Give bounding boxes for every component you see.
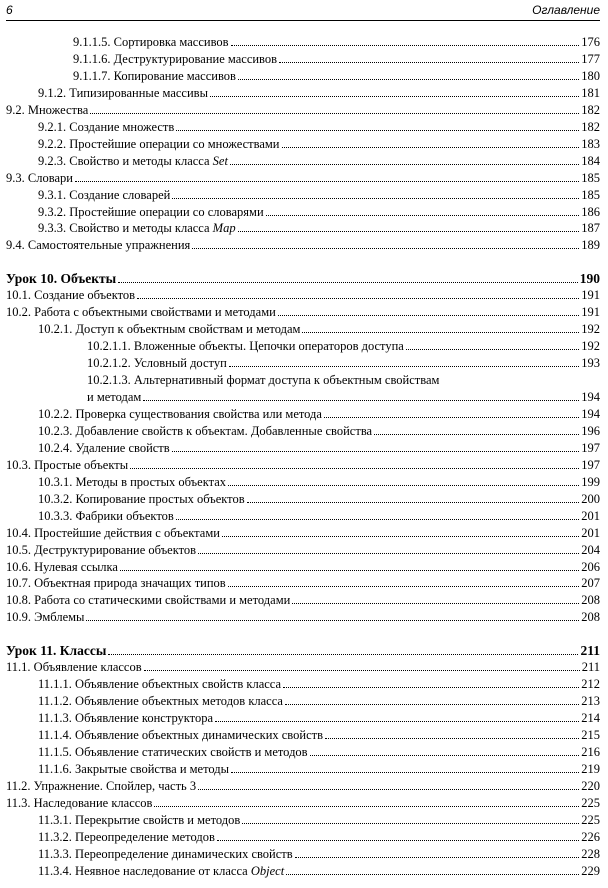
toc-entry-title: [6, 525, 220, 542]
toc-entry-title: [6, 270, 116, 287]
toc-entry-title-text: 9.1.1.6. Деструктурирование массивов: [73, 51, 278, 66]
toc-entry: [0, 372, 608, 389]
toc-entry-title: [38, 710, 213, 727]
toc-entry: [0, 119, 608, 136]
dot-leader: [247, 502, 580, 503]
toc-entry-line: [38, 744, 600, 761]
toc-entry-title: [87, 355, 227, 372]
toc-entry-title: [6, 237, 190, 254]
toc-entry: [0, 389, 608, 406]
dot-leader: [374, 434, 579, 435]
toc-entry-line: [6, 609, 600, 626]
toc-entry-title-text: 10.2.1. Доступ к объектным свойствам и методам: [38, 322, 301, 337]
dot-leader: [172, 198, 579, 199]
toc-entry: [0, 237, 608, 254]
toc-entry-line: [38, 119, 600, 136]
toc-entry-line: [38, 220, 600, 237]
toc-entry-page: 192: [581, 339, 600, 354]
toc-entry-title-text: 10.6. Нулевая ссылка: [6, 559, 118, 574]
toc-entry: [0, 204, 608, 221]
toc-entry-title-text: 9.3.1. Создание словарей: [38, 187, 171, 202]
dot-leader: [137, 298, 579, 299]
dot-leader: [90, 113, 579, 114]
dot-leader: [118, 282, 578, 283]
toc-entry-title: [87, 372, 439, 389]
toc-entry-title: [6, 102, 88, 119]
dot-leader: [231, 45, 580, 46]
toc-entry-line: [38, 136, 600, 153]
toc-entry-page: 197: [581, 440, 600, 455]
toc-entry-title: [6, 778, 196, 795]
toc-entry-line: [6, 575, 600, 592]
toc-entry-page: 193: [581, 356, 600, 371]
toc-entry: [0, 846, 608, 863]
dot-leader: [198, 553, 579, 554]
toc-entry-line: [38, 727, 600, 744]
toc-entry-title: [38, 153, 228, 170]
toc-entry-page: 206: [581, 559, 600, 574]
toc-entry-title-text: 10.9. Эмблемы: [6, 610, 85, 625]
toc-entry-line: [38, 676, 600, 693]
toc-entry-page: 184: [581, 153, 600, 168]
dot-leader: [176, 130, 579, 131]
dot-leader: [154, 806, 579, 807]
toc-entry-page: 191: [581, 288, 600, 303]
toc-entry-title-text: 10.2. Работа с объектными свойствами и методами: [6, 305, 276, 320]
toc-entry-title-text: 9.2.1. Создание множеств: [38, 119, 175, 134]
toc-entry: [0, 170, 608, 187]
toc-entry: [0, 85, 608, 102]
dot-leader: [75, 181, 579, 182]
dot-leader: [228, 485, 579, 486]
dot-leader: [210, 96, 579, 97]
dot-leader: [285, 704, 579, 705]
toc-entry-line: [6, 642, 600, 659]
toc-entry-line: [38, 812, 600, 829]
toc-entry: [0, 491, 608, 508]
toc-entry-title-text: 10.7. Объектная природа значащих типов: [6, 576, 226, 591]
dot-leader: [143, 400, 579, 401]
toc-entry-title: [38, 693, 283, 710]
toc-entry-line: [87, 338, 600, 355]
toc-entry-line: [6, 542, 600, 559]
toc-entry: [0, 592, 608, 609]
dot-leader: [198, 789, 579, 790]
toc-entry: [0, 304, 608, 321]
dot-leader: [292, 603, 579, 604]
toc-entry-title: [73, 51, 277, 68]
toc-entry-line: [87, 389, 600, 406]
toc-entry-page: 228: [581, 846, 600, 861]
toc-entry-title-text: 10.3.1. Методы в простых объектах: [38, 474, 227, 489]
toc-entry: [0, 355, 608, 372]
toc-entry-title: [38, 204, 264, 221]
toc-entry-title-text: 9.3.3. Свойство и методы класса: [38, 221, 213, 236]
toc-entry-page: 182: [581, 119, 600, 134]
toc-entry-title-italic: Map: [212, 221, 236, 236]
toc-entry-title: [6, 304, 276, 321]
toc-entry-title-text: 11.1.1. Объявление объектных свойств класса: [38, 677, 282, 692]
toc-entry-title-text: 11.1.4. Объявление объектных динамических свойств: [38, 728, 323, 743]
dot-leader: [222, 536, 579, 537]
dot-leader: [278, 315, 579, 316]
toc-entry-line: [73, 34, 600, 51]
toc-entry-page: 201: [581, 525, 600, 540]
toc-entry-title-text: 9.2. Множества: [6, 102, 89, 117]
dot-leader: [238, 231, 580, 232]
toc-entry: [0, 153, 608, 170]
toc-entry-page: 211: [580, 643, 600, 659]
toc-entry-title-text: и методам: [87, 390, 142, 404]
toc-entry-title-text: 11.1. Объявление классов: [6, 660, 142, 675]
toc-entry-page: 177: [581, 51, 600, 66]
dot-leader: [86, 620, 579, 621]
toc-entry: [0, 710, 608, 727]
toc-entry-title-text: 10.2.1.3. Альтернативный формат доступа к объектным свойствам: [87, 373, 440, 387]
toc-entry-title-italic: Set: [212, 153, 228, 168]
toc-entry: [0, 693, 608, 710]
toc-entry-title-text: 11.3.3. Переопределение динамических свойств: [38, 846, 293, 861]
toc-entry-page: 180: [581, 68, 600, 83]
toc-entry-page: 183: [581, 136, 600, 151]
toc-entry-page: 211: [581, 660, 600, 675]
toc-entry-line: [38, 474, 600, 491]
toc-entry-title: [38, 406, 322, 423]
dot-leader: [238, 79, 579, 80]
toc-entry-title-text: 9.2.2. Простейшие операции со множествами: [38, 136, 280, 151]
toc-entry-page: 185: [581, 170, 600, 185]
toc-entry: [0, 727, 608, 744]
toc-entry-line: [38, 204, 600, 221]
toc-entry-title: [38, 440, 170, 457]
toc-entry-title: [6, 795, 152, 812]
toc-entry-title-text: 9.4. Самостоятельные упражнения: [6, 238, 191, 253]
toc-entry-title: [6, 575, 226, 592]
toc-entry-title: [6, 287, 135, 304]
toc-entry-line: [38, 508, 600, 525]
dot-leader: [406, 349, 579, 350]
dot-leader: [108, 654, 578, 655]
toc-entry-title-italic: Object: [250, 863, 285, 878]
toc-entry-title: [38, 187, 170, 204]
toc-entry: [0, 812, 608, 829]
toc-entry-page: 208: [581, 593, 600, 608]
toc-entry-title: [38, 829, 215, 846]
toc-entry-title: [6, 170, 73, 187]
dot-leader: [144, 670, 580, 671]
dot-leader: [325, 738, 579, 739]
toc-entry-page: 194: [581, 406, 600, 421]
toc-entry-page: 186: [581, 204, 600, 219]
toc-entry-title: [73, 34, 229, 51]
toc-entry-page: 194: [581, 390, 600, 404]
toc-entry: [0, 68, 608, 85]
toc-entry: [0, 575, 608, 592]
toc-entry-title-text: 10.3.2. Копирование простых объектов: [38, 491, 245, 506]
toc-entry-line: [6, 659, 600, 676]
toc-entry-line: [38, 761, 600, 778]
toc-entry-page: 196: [581, 423, 600, 438]
dot-leader: [215, 721, 579, 722]
toc-entry: [0, 508, 608, 525]
toc-entry-title-text: 10.2.2. Проверка существования свойства или метода: [38, 406, 322, 421]
toc-entry-page: 181: [581, 85, 600, 100]
toc-entry-title: [38, 136, 280, 153]
toc-entry-line: [6, 304, 600, 321]
dot-leader: [217, 840, 579, 841]
toc-entry-line: [6, 592, 600, 609]
toc-entry-title-text: 11.1.5. Объявление статических свойств и методов: [38, 745, 308, 759]
dot-leader: [242, 823, 579, 824]
toc-entry-line: [38, 846, 600, 863]
toc-entry: [0, 525, 608, 542]
dot-leader: [295, 857, 580, 858]
toc-entry-title: [38, 863, 284, 880]
toc-entry: [0, 542, 608, 559]
toc-entry-title: [38, 85, 208, 102]
toc-entry-title-text: 10.8. Работа со статическими свойствами и методами: [6, 593, 291, 608]
toc-entry-page: 200: [581, 491, 600, 506]
toc-entry-title-text: 11.3.1. Перекрытие свойств и методов: [38, 812, 241, 827]
toc-entry-title: [38, 474, 226, 491]
toc-entry-title-text: 11.1.3. Объявление конструктора: [38, 711, 214, 726]
toc-entry-line: [6, 795, 600, 812]
toc-entry-line: [6, 170, 600, 187]
toc-entry-title: [87, 389, 141, 406]
toc-entry-title-text: 11.3.4. Неявное наследование от класса: [38, 863, 251, 878]
toc-entry-page: 207: [581, 576, 600, 591]
toc-entry-title: [38, 727, 323, 744]
toc-entry-title-text: 10.5. Деструктурирование объектов: [6, 542, 197, 557]
toc-entry-title: [38, 321, 300, 338]
toc-entry-title: [6, 457, 128, 474]
toc-entry: [0, 559, 608, 576]
toc-entry-title-text: 9.1.1.5. Сортировка массивов: [73, 35, 229, 49]
toc-entry-line: [38, 829, 600, 846]
toc-entry-page: 176: [581, 35, 600, 49]
toc-entry-line: [6, 102, 600, 119]
toc-entry: [0, 423, 608, 440]
toc-entry-line: [73, 68, 600, 85]
toc-entry: [0, 338, 608, 355]
toc-entry-title: [38, 761, 229, 778]
toc-entry-page: 199: [581, 474, 600, 489]
toc-entry-title: [38, 220, 236, 237]
dot-leader: [176, 519, 579, 520]
toc-entry-title-text: 10.1. Создание объектов: [6, 288, 136, 303]
toc-entry-line: [6, 525, 600, 542]
toc-entry: [0, 863, 608, 880]
toc-entry-page: 225: [581, 795, 600, 810]
toc-entry: [0, 321, 608, 338]
toc-entry-title: [38, 744, 308, 761]
toc-entry-title-text: 11.2. Упражнение. Спойлер, часть 3: [6, 778, 197, 793]
toc-entry: [0, 287, 608, 304]
toc-entry-page: 229: [581, 863, 600, 878]
toc-entry-line: [87, 355, 600, 372]
toc-entry-title-text: 9.3.2. Простейшие операции со словарями: [38, 204, 264, 219]
toc-entry-page: 212: [581, 677, 600, 692]
toc-entry-title-text: 10.2.4. Удаление свойств: [38, 440, 170, 455]
toc-entry: [0, 676, 608, 693]
toc-entry-line: [6, 778, 600, 795]
toc-entry-title-text: 10.2.1.2. Условный доступ: [87, 356, 227, 371]
toc-entry: [0, 744, 608, 761]
toc-entry-line: [6, 270, 600, 287]
toc-entry-page: 187: [581, 221, 600, 236]
toc-entry: [0, 457, 608, 474]
toc-entry-title: [6, 642, 106, 659]
toc-entry-page: 182: [581, 102, 600, 117]
toc-entry-line: [38, 321, 600, 338]
toc-entry: [0, 220, 608, 237]
toc-entry-title: [6, 559, 118, 576]
dot-leader: [231, 772, 579, 773]
toc-entry-title-text: 10.3. Простые объекты: [6, 457, 129, 472]
toc-entry-line: [38, 406, 600, 423]
toc-entry-title: [73, 68, 236, 85]
dot-leader: [310, 755, 580, 756]
toc-entry-title-text: 11.1.2. Объявление объектных методов класса: [38, 694, 283, 709]
dot-leader: [283, 687, 579, 688]
dot-leader: [324, 417, 579, 418]
toc-entry-line: [6, 457, 600, 474]
dot-leader: [192, 248, 579, 249]
toc-entry-page: 213: [581, 694, 600, 709]
toc-entry-line: [38, 153, 600, 170]
toc-entry: [0, 406, 608, 423]
dot-leader: [130, 468, 579, 469]
toc-entry-line: [38, 710, 600, 727]
toc-entry-page: 191: [581, 305, 600, 320]
toc-entry-page: 225: [581, 812, 600, 827]
toc-entry-title-text: 9.3. Словари: [6, 170, 73, 185]
toc-entry: [0, 829, 608, 846]
toc-entry-title-text: 10.2.3. Добавление свойств к объектам. Добавленные свойства: [38, 423, 373, 438]
toc-entry-page: 214: [581, 711, 600, 726]
toc-entry-title: [6, 609, 84, 626]
toc-entry: [0, 187, 608, 204]
toc-entry-line: [87, 372, 600, 389]
toc-entry-title: [38, 846, 293, 863]
toc-entry-page: 189: [581, 238, 600, 253]
toc-entry-page: 208: [581, 610, 600, 625]
toc-entry-page: 215: [581, 728, 600, 743]
toc-entry-page: 216: [581, 745, 600, 759]
toc-entry-title: [38, 812, 240, 829]
toc-entry-title-text: 10.3.3. Фабрики объектов: [38, 508, 174, 523]
toc-entry-title-text: Урок 10. Объекты: [6, 271, 117, 287]
toc-entry-title-text: 11.1.6. Закрытые свойства и методы: [38, 762, 230, 776]
toc-entry: [0, 609, 608, 626]
dot-leader: [230, 164, 579, 165]
toc-entry-page: 220: [581, 778, 600, 793]
toc-entry-title: [38, 423, 372, 440]
toc-entry-title: [38, 676, 281, 693]
toc-entry-line: [73, 51, 600, 68]
toc-entry: [0, 659, 608, 676]
dot-leader: [229, 366, 579, 367]
dot-leader: [172, 451, 580, 452]
dot-leader: [282, 147, 580, 148]
toc-entry-line: [38, 187, 600, 204]
toc-entry-line: [6, 237, 600, 254]
toc-entry: [0, 795, 608, 812]
toc-entry-title-text: 9.1.2. Типизированные массивы: [38, 85, 208, 100]
dot-leader: [286, 874, 579, 875]
toc-entry: [0, 474, 608, 491]
toc-entry: [0, 34, 608, 51]
toc-entry-line: [38, 423, 600, 440]
toc-entry-title: [6, 592, 290, 609]
toc-entry-line: [38, 440, 600, 457]
toc-entry-page: 192: [581, 322, 600, 337]
toc-entry-title: [87, 338, 404, 355]
toc-entry-title: [38, 491, 245, 508]
toc-entry-title-text: 11.3. Наследование классов: [6, 795, 153, 810]
toc-entry: [0, 102, 608, 119]
toc-entry-title-text: 9.1.1.7. Копирование массивов: [73, 68, 236, 83]
dot-leader: [279, 62, 579, 63]
toc-entry-title-text: 9.2.3. Свойство и методы класса: [38, 153, 213, 168]
dot-leader: [120, 570, 579, 571]
toc-entry-title: [6, 659, 142, 676]
toc-entry-page: 219: [581, 762, 600, 776]
toc-entry: [0, 440, 608, 457]
toc-entry: [0, 136, 608, 153]
toc-entry-title: [38, 508, 174, 525]
toc-entry-title-text: 11.3.2. Переопределение методов: [38, 829, 215, 844]
toc-entry-line: [6, 287, 600, 304]
page-number: 6: [6, 3, 13, 17]
toc-entry-page: 226: [581, 829, 600, 844]
toc-entry-title: [6, 542, 196, 559]
toc-entry-page: 201: [581, 508, 600, 523]
toc-entry-page: 190: [579, 271, 600, 287]
dot-leader: [266, 215, 580, 216]
toc-entry-line: [38, 693, 600, 710]
dot-leader: [302, 332, 579, 333]
running-header: [6, 2, 600, 21]
toc-entry-title-text: 10.2.1.1. Вложенные объекты. Цепочки операторов доступа: [87, 339, 404, 354]
toc-entry-page: 197: [581, 457, 600, 472]
header-title: Оглавление: [532, 3, 600, 17]
toc-entry: [0, 778, 608, 795]
toc-entry: [0, 51, 608, 68]
toc-entry-title: [38, 119, 174, 136]
toc-entry-page: 204: [581, 542, 600, 557]
toc-entry-line: [38, 491, 600, 508]
toc-entry-line: [6, 559, 600, 576]
toc-entry-line: [38, 85, 600, 102]
toc-entry: [0, 761, 608, 778]
dot-leader: [228, 586, 580, 587]
toc-entry-title-text: Урок 11. Классы: [6, 643, 107, 659]
toc-chapter-entry: [0, 270, 608, 287]
toc-entry-title-text: 10.4. Простейшие действия с объектами: [6, 525, 220, 540]
toc-entry-page: 185: [581, 187, 600, 202]
toc-chapter-entry: [0, 642, 608, 659]
toc-entry-line: [38, 863, 600, 880]
